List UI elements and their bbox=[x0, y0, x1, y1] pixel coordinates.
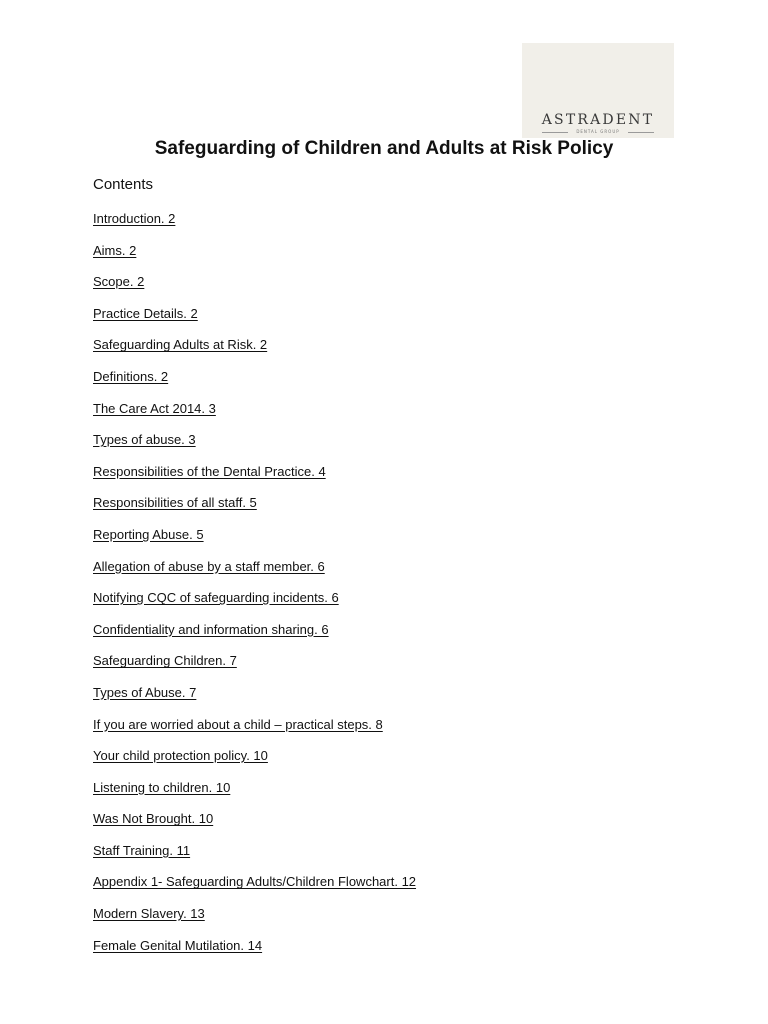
company-logo bbox=[522, 43, 674, 138]
toc-item bbox=[93, 431, 416, 463]
toc-link[interactable]: Types of Abuse. 7 bbox=[93, 684, 197, 700]
toc-item bbox=[93, 242, 416, 274]
toc-link[interactable]: Your child protection policy. 10 bbox=[93, 748, 268, 764]
toc-link[interactable]: Allegation of abuse by a staff member. 6 bbox=[93, 558, 325, 574]
toc-link[interactable]: Reporting Abuse. 5 bbox=[93, 526, 204, 542]
toc-item bbox=[93, 210, 416, 242]
toc-link[interactable]: Introduction. 2 bbox=[93, 211, 176, 226]
toc-item bbox=[93, 463, 416, 495]
toc-link[interactable]: Staff Training. 11 bbox=[93, 842, 191, 858]
toc-item bbox=[93, 621, 416, 653]
toc-item bbox=[93, 400, 416, 432]
toc-item bbox=[93, 652, 416, 684]
toc-link[interactable]: Responsibilities of all staff. 5 bbox=[93, 495, 257, 511]
toc-link[interactable]: Appendix 1- Safeguarding Adults/Children Flowchart. 12 bbox=[93, 874, 417, 890]
toc-item bbox=[93, 716, 416, 748]
toc-link[interactable]: The Care Act 2014. 3 bbox=[93, 400, 216, 416]
toc-link[interactable]: Types of abuse. 3 bbox=[93, 432, 196, 448]
toc-item bbox=[93, 905, 416, 937]
toc-item bbox=[93, 747, 416, 779]
toc-item bbox=[93, 873, 416, 905]
table-of-contents bbox=[93, 210, 416, 968]
logo-subtitle: DENTAL GROUP bbox=[576, 129, 620, 134]
toc-item bbox=[93, 336, 416, 368]
toc-item bbox=[93, 842, 416, 874]
toc-link[interactable]: Safeguarding Adults at Risk. 2 bbox=[93, 337, 268, 353]
toc-item bbox=[93, 305, 416, 337]
toc-link[interactable]: Listening to children. 10 bbox=[93, 779, 231, 795]
toc-link[interactable]: Scope. 2 bbox=[93, 274, 145, 290]
toc-link[interactable]: Safeguarding Children. 7 bbox=[93, 653, 237, 669]
toc-item bbox=[93, 273, 416, 305]
toc-item bbox=[93, 526, 416, 558]
toc-link[interactable]: Female Genital Mutilation. 14 bbox=[93, 937, 263, 953]
toc-item bbox=[93, 684, 416, 716]
document-title: Safeguarding of Children and Adults at Risk Policy bbox=[154, 138, 614, 159]
contents-heading: Contents bbox=[93, 176, 154, 193]
toc-item bbox=[93, 937, 416, 969]
toc-item bbox=[93, 494, 416, 526]
toc-link[interactable]: Responsibilities of the Dental Practice. 4 bbox=[93, 463, 326, 479]
logo-name: ASTRADENT bbox=[541, 112, 655, 128]
toc-link[interactable]: Confidentiality and information sharing. 6 bbox=[93, 621, 329, 637]
toc-item bbox=[93, 810, 416, 842]
toc-link[interactable]: If you are worried about a child – practical steps. 8 bbox=[93, 716, 383, 732]
toc-link[interactable]: Modern Slavery. 13 bbox=[93, 906, 205, 922]
toc-link[interactable]: Definitions. 2 bbox=[93, 368, 169, 384]
logo-divider-right bbox=[628, 132, 654, 133]
toc-link[interactable]: Aims. 2 bbox=[93, 242, 137, 258]
toc-item bbox=[93, 558, 416, 590]
toc-link[interactable]: Notifying CQC of safeguarding incidents. 6 bbox=[93, 590, 339, 606]
toc-link[interactable]: Was Not Brought. 10 bbox=[93, 811, 214, 827]
toc-item bbox=[93, 589, 416, 621]
toc-item bbox=[93, 779, 416, 811]
toc-item bbox=[93, 368, 416, 400]
toc-link[interactable]: Practice Details. 2 bbox=[93, 305, 198, 321]
